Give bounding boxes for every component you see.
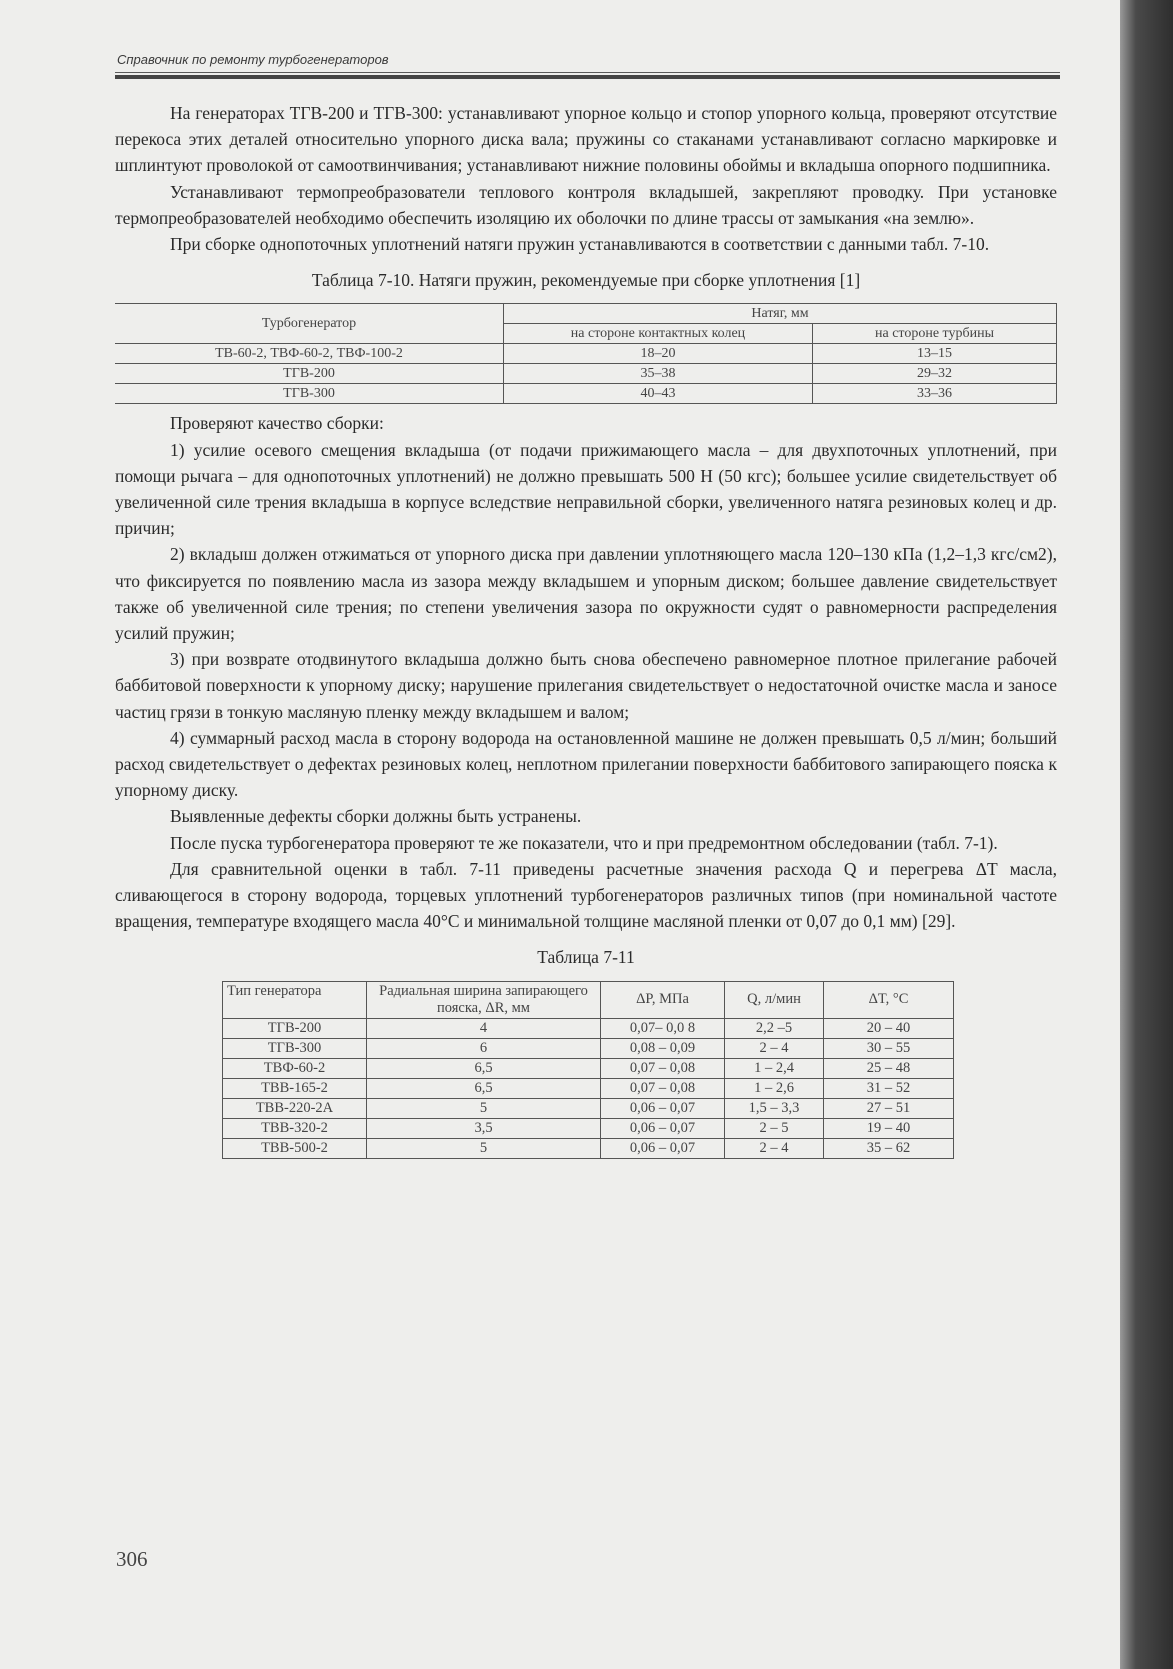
table-cell: ТВ-60-2, ТВФ-60-2, ТВФ-100-2 [115,344,504,364]
paragraph: После пуска турбогенератора проверяют те же показатели, что и при предремонтном обследовании (табл. 7-1). [170,832,998,853]
table-cell: ТВВ-500-2 [223,1138,367,1158]
table-header: Радиальная ширина запирающего пояска, ΔR, мм [367,981,601,1018]
paragraph: 2) вкладыш должен отжиматься от упорного диска при давлении уплотняющего масла 120–130 кПа (1,2–1,3 кгс/см2), что фиксируется по появлению масла из зазора между вкладышем и упорным диском; большее давление свидетельствует также об увеличенной силе трения; по степени увеличения зазора по окружности судят о равномерности распределения усилий пружин; [115,544,1057,644]
table-cell: 33–36 [813,384,1057,404]
table-cell: 5 [367,1138,601,1158]
table-cell: 0,07 – 0,08 [601,1058,725,1078]
table-row [115,384,1057,404]
table-row [223,1118,954,1138]
table-row [223,1078,954,1098]
table-header: на стороне контактных колец [504,324,813,344]
table-7-10-caption: Таблица 7-10. Натяги пружин, рекомендуемые при сборке уплотнения [1] [311,270,861,291]
table-cell: 30 – 55 [824,1038,954,1058]
table-header: Турбогенератор [115,304,504,344]
paragraph: Выявленные дефекты сборки должны быть устранены. [170,806,582,827]
table-cell: 19 – 40 [824,1118,954,1138]
table-cell: 0,07 – 0,08 [601,1078,725,1098]
table-cell: 31 – 52 [824,1078,954,1098]
paragraph: Для сравнительной оценки в табл. 7-11 приведены расчетные значения расхода Q и перегрева ΔT масла, сливающегося в сторону водорода, торцевых уплотнений турбогенераторов различных типов (при номинальной частоте вращения, температуре входящего масла 40°С и минимальной толщине масляной пленки от 0,07 до 0,1 мм) [29]. [115,858,1057,932]
table-cell: 29–32 [813,364,1057,384]
table-cell: 6,5 [367,1058,601,1078]
table-row [223,1098,954,1118]
table-cell: ТВВ-220-2А [223,1098,367,1118]
table-cell: 1 – 2,6 [725,1078,824,1098]
paragraph: Проверяют качество сборки: [170,413,384,434]
table-header: на стороне турбины [813,324,1057,344]
table-row [223,1038,954,1058]
table-cell: 18–20 [504,344,813,364]
table-7-10 [115,303,1057,404]
table-cell: 0,06 – 0,07 [601,1118,725,1138]
table-header: Тип генератора [223,981,367,1018]
table-cell: 2,2 –5 [725,1018,824,1038]
table-cell: 13–15 [813,344,1057,364]
table-cell: 0,07– 0,0 8 [601,1018,725,1038]
paragraph: При сборке однопоточных уплотнений натяги пружин устанавливаются в соответствии с данными табл. 7-10. [170,234,990,255]
table-cell: ТГВ-300 [223,1038,367,1058]
scan-edge-shadow [1120,0,1173,1669]
table-cell: ТВВ-165-2 [223,1078,367,1098]
paragraph: На генераторах ТГВ-200 и ТГВ-300: устанавливают упорное кольцо и стопор упорного кольца, проверяют отсутствие перекоса этих деталей относительно упорного диска вала; пружины со стаканами устанавливают согласно маркировке и шплинтуют проволокой от самоотвинчивания; устанавливают нижние половины обоймы и вкладыша опорного подшипника. [115,103,1057,176]
table-cell: ТГВ-200 [115,364,504,384]
table-7-11 [222,981,954,1159]
table-header: Натяг, мм [504,304,1057,324]
paragraph: 3) при возврате отодвинутого вкладыша должно быть снова обеспечено равномерное плотное прилегание рабочей баббитовой поверхности к упорному диску; нарушение прилегания свидетельствует о недостаточной очистке масла и заносе частиц грязи в тонкую масляную пленку между вкладышем и валом; [115,649,1057,722]
table-cell: 40–43 [504,384,813,404]
table-header: ΔT, °С [824,981,954,1018]
table-cell: 3,5 [367,1118,601,1138]
table-cell: 2 – 5 [725,1118,824,1138]
paragraph: Устанавливают термопреобразователи теплового контроля вкладышей, закрепляют проводку. При установке термопреобразователей необходимо обеспечить изоляцию их оболочки по длине трассы от замыкания «на землю». [115,181,1057,228]
table-row [115,344,1057,364]
table-cell: ТВВ-320-2 [223,1118,367,1138]
table-cell: 4 [367,1018,601,1038]
table-cell: 6 [367,1038,601,1058]
paragraph: 1) усилие осевого смещения вкладыша (от подачи прижимающего масла – для двухпоточных уплотнений, при помощи рычага – для однопоточных уплотнений) не должно превышать 500 Н (50 кгс); большее усилие свидетельствует об увеличенной силе трения вкладыша в корпусе вследствие неправильной сборки, увеличенного натяга резиновых колец и др. причин; [115,439,1057,539]
table-cell: ТГВ-200 [223,1018,367,1038]
table-cell: 5 [367,1098,601,1118]
table-7-11-caption: Таблица 7-11 [537,947,635,968]
table-cell: 2 – 4 [725,1038,824,1058]
table-cell: 27 – 51 [824,1098,954,1118]
table-cell: 1 – 2,4 [725,1058,824,1078]
table-cell: 0,06 – 0,07 [601,1098,725,1118]
table-row [223,1058,954,1078]
table-cell: ТГВ-300 [115,384,504,404]
page-content [115,100,1057,1159]
table-cell: 2 – 4 [725,1138,824,1158]
table-header: ΔP, МПа [601,981,725,1018]
table-cell: 35 – 62 [824,1138,954,1158]
table-cell: 0,08 – 0,09 [601,1038,725,1058]
header-rule [115,72,1060,79]
table-row [223,1138,954,1158]
table-cell: 20 – 40 [824,1018,954,1038]
table-header: Q, л/мин [725,981,824,1018]
table-cell: 6,5 [367,1078,601,1098]
page-number: 306 [116,1547,148,1571]
table-row [115,364,1057,384]
table-cell: ТВФ-60-2 [223,1058,367,1078]
table-cell: 35–38 [504,364,813,384]
paragraph: 4) суммарный расход масла в сторону водорода на остановленной машине не должен превышать 0,5 л/мин; больший расход свидетельствует о дефектах резиновых колец, неплотном прилегании поверхности баббитового запирающего пояска к упорному диску. [115,727,1057,801]
table-row [223,1018,954,1038]
table-cell: 0,06 – 0,07 [601,1138,725,1158]
table-cell: 25 – 48 [824,1058,954,1078]
running-title: Справочник по ремонту турбогенераторов [117,52,389,67]
table-cell: 1,5 – 3,3 [725,1098,824,1118]
